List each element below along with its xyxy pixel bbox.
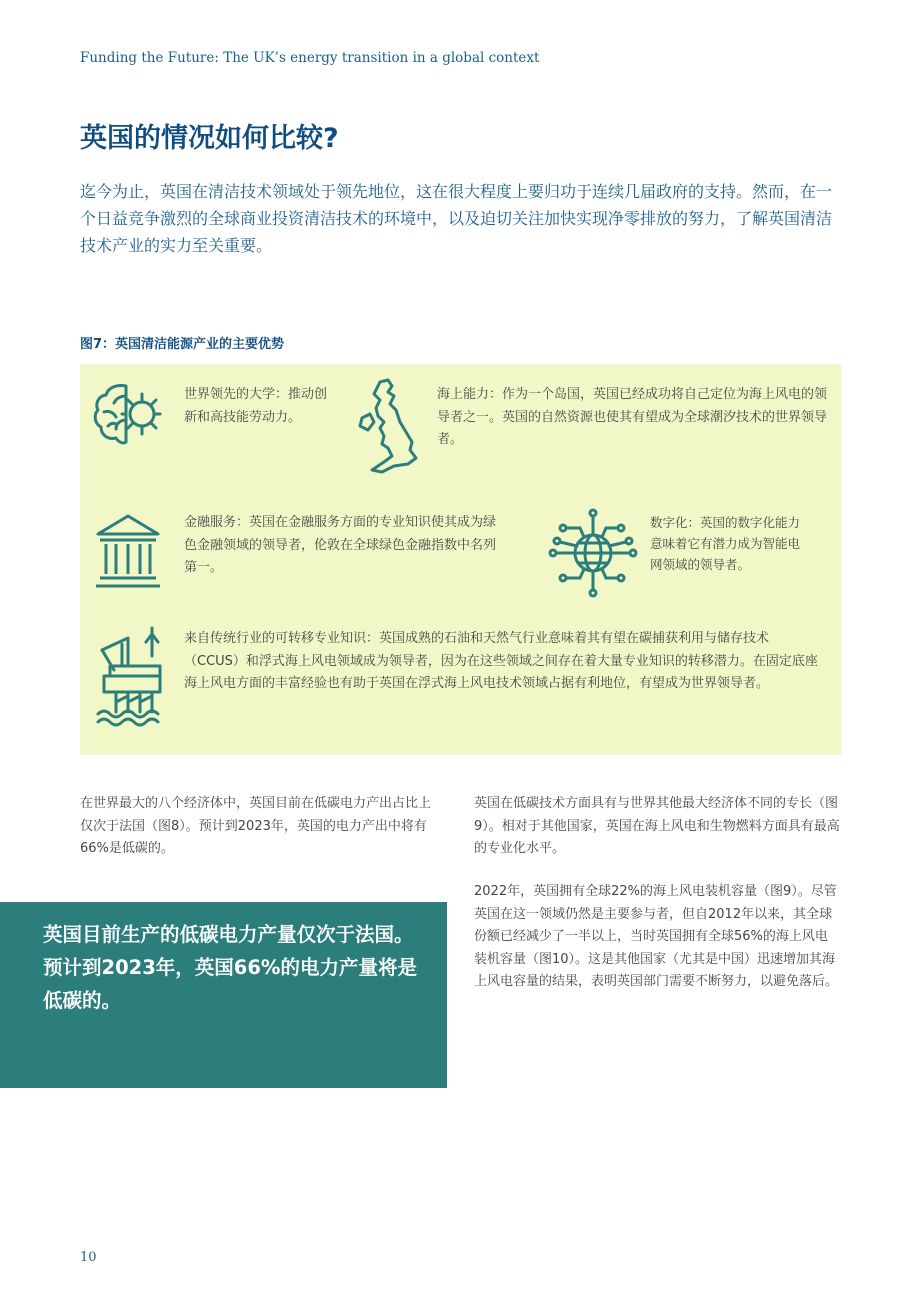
page-title: 英国的情况如何比较?: [80, 123, 339, 154]
digital-globe-icon: [546, 506, 640, 600]
offshore-platform-icon: [94, 626, 164, 730]
feature-text: 数字化：英国的数字化能力意味着它有潜力成为智能电网领域的领导者。: [650, 515, 801, 572]
body-paragraph-right-1: 英国在低碳技术方面具有与世界其他最大经济体不同的专长（图9）。相对于其他国家，英国在海上风电和生物燃料方面具有最高的专业化水平。: [474, 796, 840, 856]
callout-text: 英国目前生产的低碳电力产量仅次于法国。预计到2023年，英国66%的电力产量将是低碳的。: [43, 923, 417, 1012]
feature-text: 来自传统行业的可转移专业知识：英国成熟的石油和天然气行业意味着其有望在碳捕获利用与储存技术（CCUS）和浮式海上风电领域成为领导者，因为在这些领域之间存在着大量专业知识的转移潜力。在固定底座海上风电方面的丰富经验也有助于英国在浮式海上风电技术领域占据有利地位，有望成为世界领导者。: [184, 631, 818, 691]
lead-paragraph: 迄今为止，英国在清洁技术领域处于领先地位，这在很大程度上要归功于连续几届政府的支持。然而，在一个日益竞争激烈的全球商业投资清洁技术的环境中，以及迫切关注加快实现净零排放的努力，了解英国清洁技术产业的实力至关重要。: [80, 182, 833, 255]
page-number: 10: [80, 1250, 97, 1265]
feature-text: 世界领先的大学：推动创新和高技能劳动力。: [184, 387, 328, 425]
feature-text: 海上能力：作为一个岛国，英国已经成功将自己定位为海上风电的领导者之一。英国的自然资源也使其有望成为全球潮汐技术的世界领导者。: [437, 387, 828, 447]
brain-gear-icon: [92, 382, 162, 446]
callout-box: [0, 902, 447, 1088]
figure-panel: [80, 364, 841, 755]
body-paragraph-right-2: 2022年，英国拥有全球22%的海上风电装机容量（图9）。尽管英国在这一领域仍然是主要参与者，但自2012年以来，其全球份额已经减少了一半以上，当时英国拥有全球56%的海上风电装机容量（图10）。这是其他国家（尤其是中国）迅速增加其海上风电容量的结果，表明英国部门需要不断努力，以避免落后。: [474, 884, 839, 989]
feature-text: 金融服务：英国在金融服务方面的专业知识使其成为绿色金融领域的领导者，伦敦在全球绿色金融指数中名列第一。: [184, 515, 497, 575]
uk-map-icon: [358, 378, 420, 482]
figure-caption: 图7：英国清洁能源产业的主要优势: [80, 337, 285, 352]
body-paragraph-left: 在世界最大的八个经济体中，英国目前在低碳电力产出占比上仅次于法国（图8）。预计到2023年，英国的电力产出中将有66%是低碳的。: [80, 796, 432, 856]
bank-building-icon: [94, 512, 162, 592]
running-header: Funding the Future: The UK’s energy transition in a global context: [80, 50, 540, 66]
